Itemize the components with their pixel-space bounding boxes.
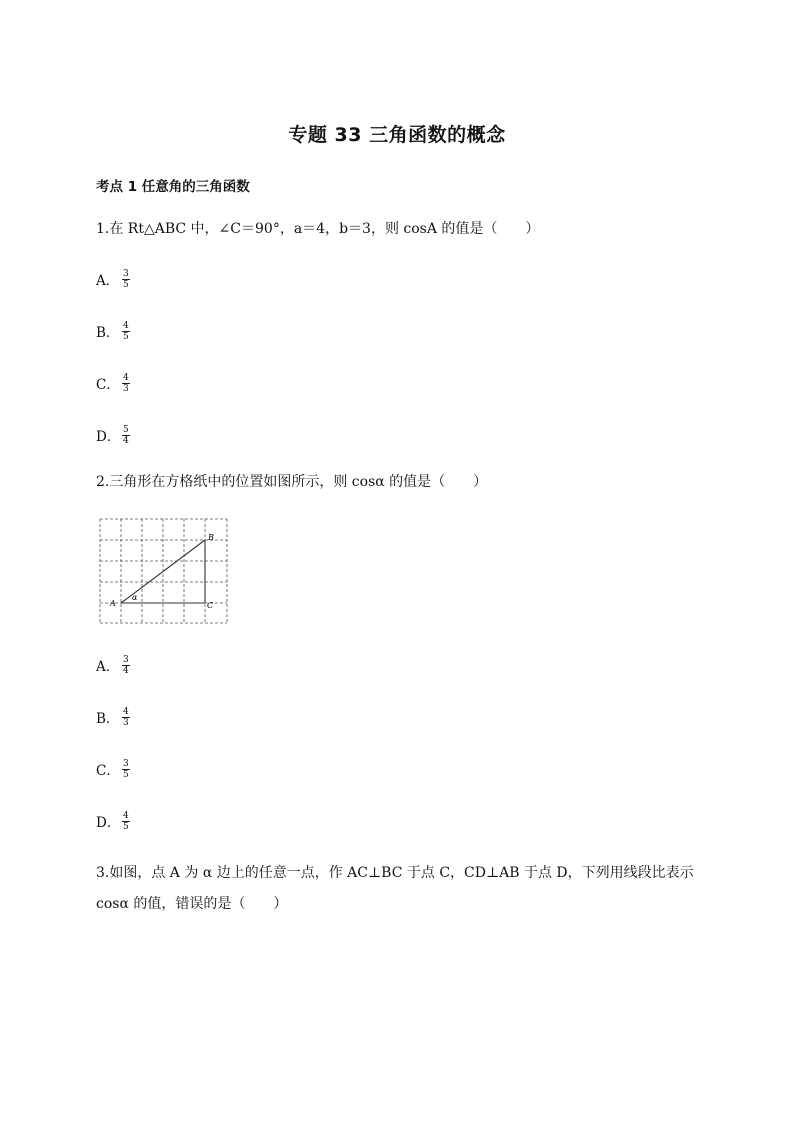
- page-title: 专题 33 三角函数的概念: [288, 124, 506, 146]
- question-2-option-a[interactable]: [96, 648, 130, 682]
- fraction-numerator: 3: [123, 268, 129, 279]
- fraction-numerator: 3: [123, 758, 129, 769]
- question-1-option-b[interactable]: [96, 314, 130, 348]
- fraction-denominator: 3: [123, 383, 129, 394]
- fraction-numerator: 4: [123, 320, 129, 331]
- question-2-stem: 2.三角形在方格纸中的位置如图所示，则 cosα 的值是（ ）: [96, 474, 488, 490]
- option-fraction: [122, 373, 130, 394]
- option-fraction: [122, 707, 130, 728]
- option-label: D．: [96, 815, 121, 831]
- option-label: A．: [96, 659, 120, 675]
- fraction-denominator: 5: [123, 331, 129, 342]
- section-heading: 考点 1 任意角的三角函数: [96, 179, 250, 195]
- option-fraction: [122, 425, 130, 446]
- option-fraction: [122, 269, 130, 290]
- fraction-numerator: 4: [123, 810, 129, 821]
- question-2-option-d[interactable]: [96, 804, 130, 838]
- option-label: D．: [96, 429, 121, 445]
- fraction-denominator: 4: [123, 435, 129, 446]
- grid-triangle-svg: [99, 518, 229, 624]
- fraction-denominator: 5: [123, 279, 129, 290]
- question-3-stem: 3.如图，点 A 为 α 边上的任意一点，作 AC⊥BC 于点 C，CD⊥AB 于点 D，下列用线段比表示 cosα 的值，错误的是（ ）: [96, 865, 694, 912]
- option-label: A．: [96, 273, 120, 289]
- fraction-numerator: 4: [123, 372, 129, 383]
- point-c-label: C: [207, 601, 214, 610]
- fraction-numerator: 4: [123, 706, 129, 717]
- option-label: C．: [96, 763, 120, 779]
- question-1-stem: 1.在 Rt△ABC 中，∠C＝90°，a＝4，b＝3，则 cosA 的值是（ ）: [96, 221, 540, 237]
- fraction-denominator: 5: [123, 821, 129, 832]
- question-1-option-c[interactable]: [96, 366, 130, 400]
- option-fraction: [122, 759, 130, 780]
- grid-triangle-figure: [99, 518, 229, 628]
- fraction-numerator: 3: [123, 654, 129, 665]
- option-fraction: [122, 321, 130, 342]
- fraction-denominator: 3: [123, 717, 129, 728]
- fraction-denominator: 5: [123, 769, 129, 780]
- fraction-denominator: 4: [123, 665, 129, 676]
- angle-alpha-label: α: [132, 593, 138, 602]
- question-1-option-d[interactable]: [96, 418, 130, 452]
- point-a-label: A: [110, 599, 116, 608]
- option-label: C．: [96, 377, 120, 393]
- question-2-option-c[interactable]: [96, 752, 130, 786]
- option-label: B．: [96, 325, 120, 341]
- point-b-label: B: [208, 533, 214, 542]
- question-2-option-b[interactable]: [96, 700, 130, 734]
- question-1-option-a[interactable]: [96, 262, 130, 296]
- fraction-numerator: 5: [123, 424, 129, 435]
- option-fraction: [122, 811, 130, 832]
- option-fraction: [122, 655, 130, 676]
- option-label: B．: [96, 711, 120, 727]
